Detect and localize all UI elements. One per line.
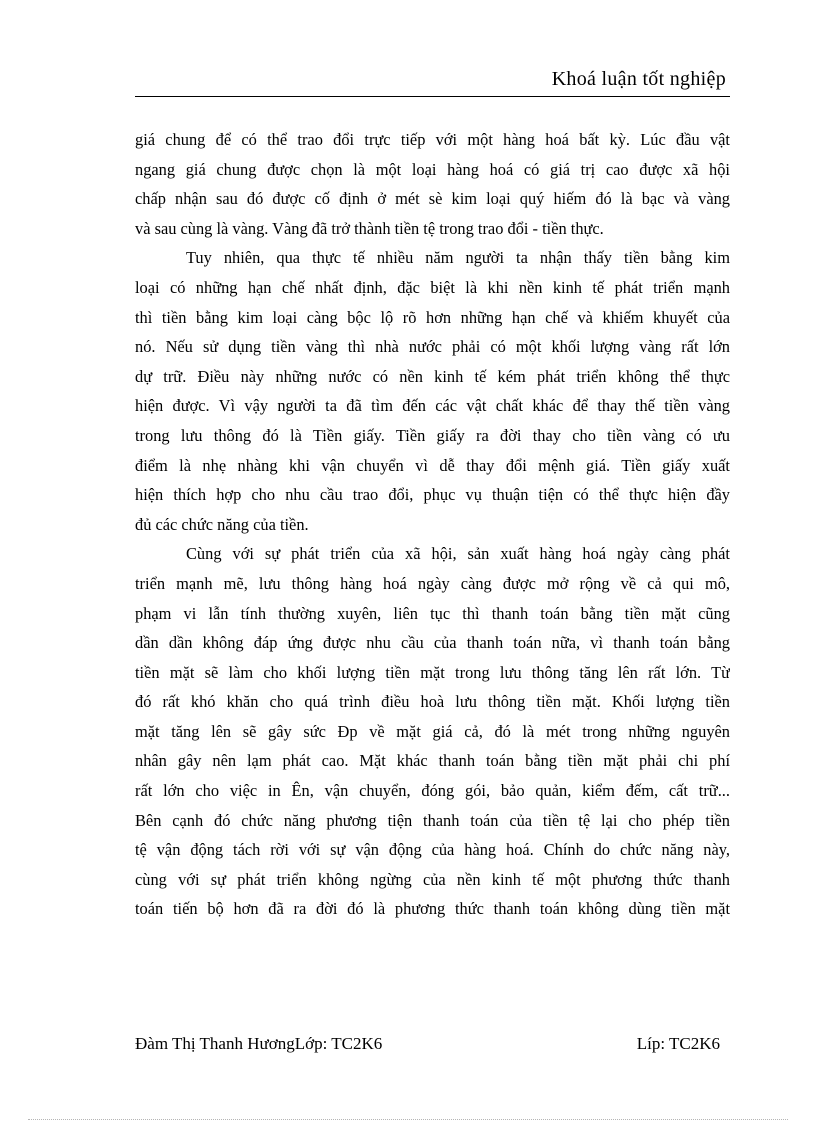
text-line: đủ các chức năng của tiền. xyxy=(135,514,309,534)
text-line: cùng với sự phát triển không ngừng của nền kinh tế một phương thức thanh xyxy=(135,869,730,889)
page-bottom-divider xyxy=(28,1119,788,1120)
footer-class: Líp: TC2K6 xyxy=(636,1034,720,1053)
page-header xyxy=(135,66,730,97)
body-text xyxy=(135,125,730,924)
header-title: Khoá luận tốt nghiệp xyxy=(551,68,726,90)
text-line: Bên cạnh đó chức năng phương tiện thanh toán của tiền tệ lại cho phép tiền xyxy=(135,810,730,830)
footer-author: Đàm Thị Thanh HươngLớp: TC2K6 xyxy=(135,1034,383,1053)
text-line: chấp nhận sau đó được cố định ở mét sè kim loại quý hiếm đó là bạc và vàng xyxy=(135,189,730,209)
text-line: giá chung để có thể trao đổi trực tiếp với một hàng hoá bất kỳ. Lúc đầu vật xyxy=(135,130,730,149)
page-footer xyxy=(135,1034,720,1058)
text-line: mặt tăng lên sẽ gây sức Ðp về mặt giá cả, đó là mét trong những nguyên xyxy=(135,721,730,741)
text-line: dự trữ. Điều này những nước có nền kinh tế kém phát triển không thể thực xyxy=(135,366,730,386)
text-line: hiện thích hợp cho nhu cầu trao đổi, phục vụ thuận tiện có thể thực hiện đầy xyxy=(135,485,730,505)
text-line: phạm vi lẫn tính thường xuyên, liên tục thì thanh toán bằng tiền mặt cũng xyxy=(135,603,730,623)
text-line: thì tiền bằng kim loại càng bộc lộ rõ hơn những hạn chế và khiếm khuyết của xyxy=(135,307,730,327)
paragraph-start-line: Tuy nhiên, qua thực tế nhiều năm người ta nhận thấy tiền bằng kim xyxy=(186,248,730,268)
text-line: loại có những hạn chế nhất định, đặc biệt là khi nền kinh tế phát triển mạnh xyxy=(135,277,730,297)
text-line: nó. Nếu sử dụng tiền vàng thì nhà nước phải có một khối lượng vàng rất lớn xyxy=(135,337,730,357)
text-line: tệ vận động tách rời với sự vận động của hàng hoá. Chính do chức năng này, xyxy=(135,840,730,860)
text-line: rất lớn cho việc in Ên, vận chuyển, đóng gói, bảo quản, kiểm đếm, cất trữ... xyxy=(135,781,730,801)
text-line: dần dần không đáp ứng được nhu cầu của thanh toán nữa, vì thanh toán bằng xyxy=(135,633,730,653)
text-line: hiện được. Vì vậy người ta đã tìm đến các vật chất khác để thay thế tiền vàng xyxy=(135,396,730,416)
text-line: triển mạnh mẽ, lưu thông hàng hoá ngày càng được mở rộng về cả qui mô, xyxy=(135,573,730,593)
text-line: đó rất khó khăn cho quá trình điều hoà lưu thông tiền mặt. Khối lượng tiền xyxy=(135,692,730,712)
text-line: nhân gây nên lạm phát cao. Mặt khác thanh toán bằng tiền mặt phải chi phí xyxy=(135,751,730,771)
text-line: ngang giá chung được chọn là một loại hàng hoá có giá trị cao được xã hội xyxy=(135,159,730,179)
text-line: điểm là nhẹ nhàng khi vận chuyển vì dễ thay đổi mệnh giá. Tiền giấy xuất xyxy=(135,455,730,475)
text-line: toán tiến bộ hơn đã ra đời đó là phương thức thanh toán không dùng tiền mặt xyxy=(135,899,730,919)
text-line: tiền mặt sẽ làm cho khối lượng tiền mặt trong lưu thông tăng lên rất lớn. Từ xyxy=(135,662,730,682)
text-line: trong lưu thông đó là Tiền giấy. Tiền giấy ra đời thay cho tiền vàng có ưu xyxy=(135,425,730,445)
paragraph-start-line: Cùng với sự phát triển của xã hội, sản xuất hàng hoá ngày càng phát xyxy=(186,544,730,564)
text-line: và sau cùng là vàng. Vàng đã trở thành tiền tệ trong trao đổi - tiền thực. xyxy=(135,218,604,238)
